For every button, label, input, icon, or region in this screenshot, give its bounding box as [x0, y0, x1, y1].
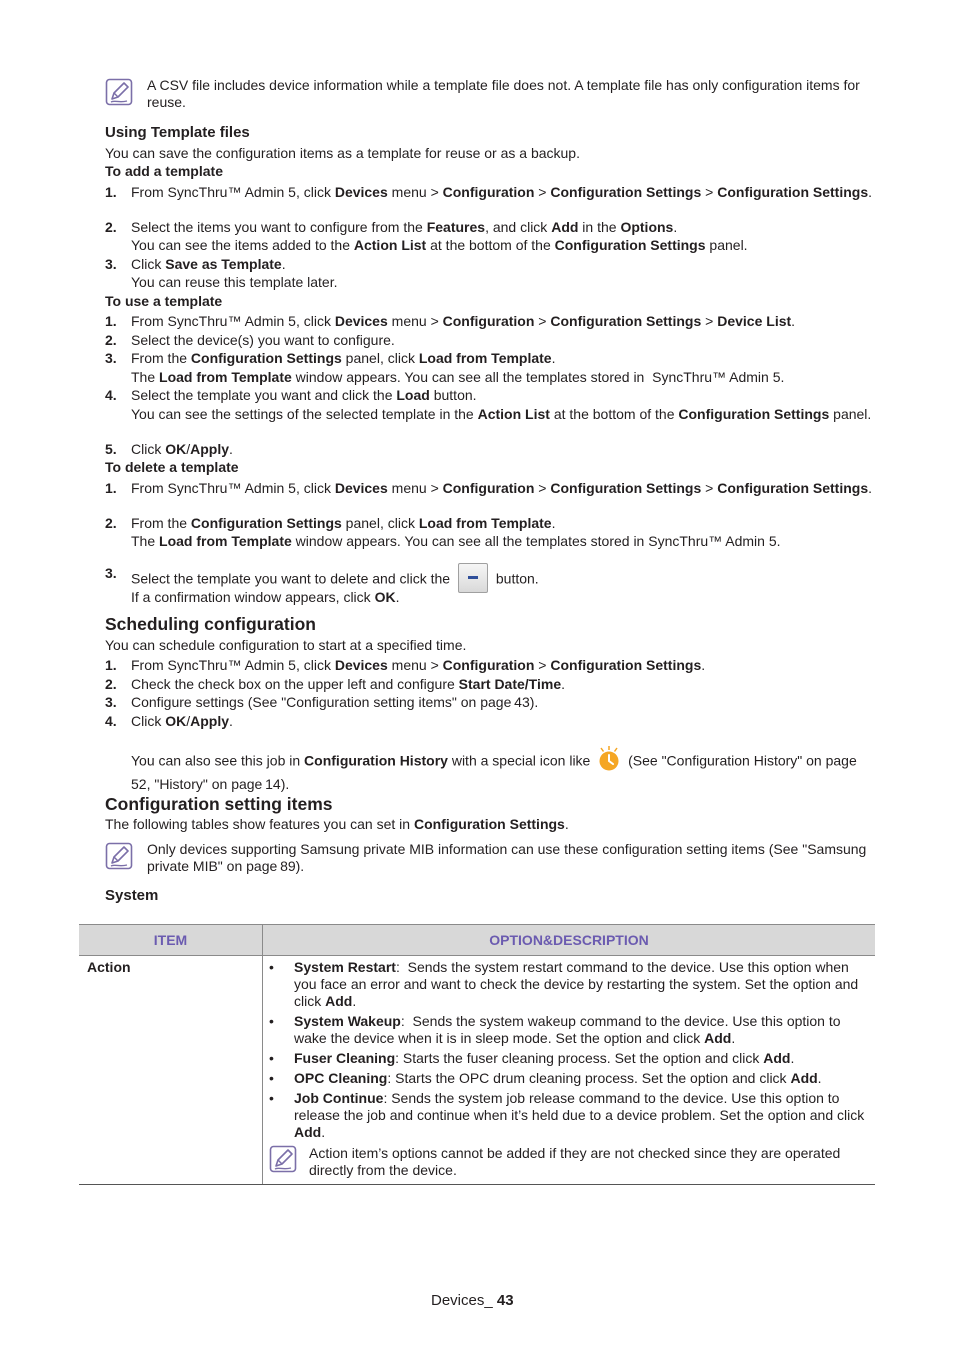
subheading-delete-template: To delete a template: [105, 459, 239, 475]
list-item: 3. Click Save as Template.: [105, 256, 286, 272]
note-text: Only devices supporting Samsung private MIB information can use these configuration setting items (See "Samsung private MIB" on page 89).: [147, 841, 867, 874]
note-text: Action item’s options cannot be added if they are not checked since they are operated directly from the device.: [309, 1145, 841, 1178]
scheduled-job-history-icon: [596, 744, 622, 772]
list-item: 1. From SyncThru™ Admin 5, click Devices menu > Configuration > Configuration Settings > Configuration Settings.: [105, 184, 873, 200]
list-item: 2. Check the check box on the upper left and configure Start Date/Time.: [105, 676, 565, 692]
system-table: [79, 924, 875, 1185]
list-continuation: You can reuse this template later.: [131, 274, 338, 290]
list-item: • Fuser Cleaning: Starts the fuser cleaning process. Set the option and click Add.: [269, 1050, 867, 1067]
page-footer: Devices_ 43: [431, 1292, 514, 1309]
note-icon: [105, 78, 133, 106]
list-item: 3. From the Configuration Settings panel, click Load from Template.: [105, 350, 556, 366]
list-continuation: The Load from Template window appears. You can see all the templates stored in SyncThru™ Admin 5.: [131, 369, 785, 385]
subheading-system: System: [105, 887, 159, 904]
subheading-add-template: To add a template: [105, 163, 223, 179]
paragraph-using-intro: You can save the configuration items as a template for reuse or as a backup.: [105, 145, 580, 161]
list-item: 2. Select the device(s) you want to configure.: [105, 332, 395, 348]
section-heading-config-items: Configuration setting items: [105, 794, 333, 814]
list-item: 4. Select the template you want and click the Load button.: [105, 387, 477, 403]
note-samsung-mib: [105, 841, 877, 875]
list-item: 5. Click OK/Apply.: [105, 441, 233, 457]
table-row: [79, 956, 875, 1185]
list-continuation: You can see the items added to the Action List at the bottom of the Configuration Settings panel.: [131, 237, 748, 253]
paragraph-scheduling-intro: You can schedule configuration to start at a specified time.: [105, 637, 467, 653]
paragraph-config-intro: The following tables show features you can set in Configuration Settings.: [105, 816, 569, 832]
page-number: 43: [496, 1292, 514, 1309]
paragraph-history-note: You can also see this job in Configuration History with a special icon like (See "Configuration History" on page 52, "History" on page 14).: [131, 748, 876, 793]
list-item: 2. Select the items you want to configure from the Features, and click Add in the Options.: [105, 219, 678, 235]
note-csv: [105, 77, 877, 111]
list-continuation: If a confirmation window appears, click OK.: [131, 589, 400, 605]
note-text: A CSV file includes device information while a template file does not. A template file has only configuration items for reuse.: [147, 77, 860, 110]
cell-item: Action: [79, 956, 263, 1185]
note-icon: [105, 842, 133, 870]
section-heading-scheduling: Scheduling configuration: [105, 614, 316, 634]
list-item: 3. Configure settings (See "Configuration setting items" on page 43).: [105, 694, 539, 710]
list-item: • OPC Cleaning: Starts the OPC drum cleaning process. Set the option and click Add.: [269, 1070, 867, 1087]
list-item: 2. From the Configuration Settings panel, click Load from Template.: [105, 515, 556, 531]
list-item: 4. Click OK/Apply.: [105, 713, 233, 729]
cell-description: [263, 956, 876, 1185]
list-item: 1. From SyncThru™ Admin 5, click Devices menu > Configuration > Configuration Settings.: [105, 657, 706, 673]
list-item: 1. From SyncThru™ Admin 5, click Devices menu > Configuration > Configuration Settings > Configuration Settings.: [105, 480, 873, 496]
list-continuation: You can see the settings of the selected template in the Action List at the bottom of the Configuration Settings panel.: [131, 406, 872, 422]
note-icon: [269, 1145, 297, 1173]
list-item: • System Wakeup: Sends the system wakeup command to the device. Use this option to wake the device when it is in sleep mode. Set the option and click Add.: [269, 1013, 867, 1047]
list-item: 3. Select the template you want to delete and click the button.: [105, 565, 875, 595]
table-header-row: [79, 925, 875, 956]
list-continuation: The Load from Template window appears. You can see all the templates stored in SyncThru™ Admin 5.: [131, 533, 781, 549]
note-action-item: [269, 1145, 867, 1179]
section-heading-using-template: Using Template files: [105, 124, 250, 141]
column-header-item: ITEM: [79, 925, 263, 956]
subheading-use-template: To use a template: [105, 293, 223, 309]
list-item: 1. From SyncThru™ Admin 5, click Devices menu > Configuration > Configuration Settings > Device List.: [105, 313, 796, 329]
list-item: • System Restart: Sends the system restart command to the device. Use this option when you face an error and want to check the device by restarting the system. Set the option and click Add.: [269, 959, 867, 1010]
list-item: • Job Continue: Sends the system job release command to the device. Use this option to release the job and continue when it’s held due to a device problem. Set the option and click Add.: [269, 1090, 867, 1141]
column-header-option-description: OPTION&DESCRIPTION: [263, 925, 876, 956]
